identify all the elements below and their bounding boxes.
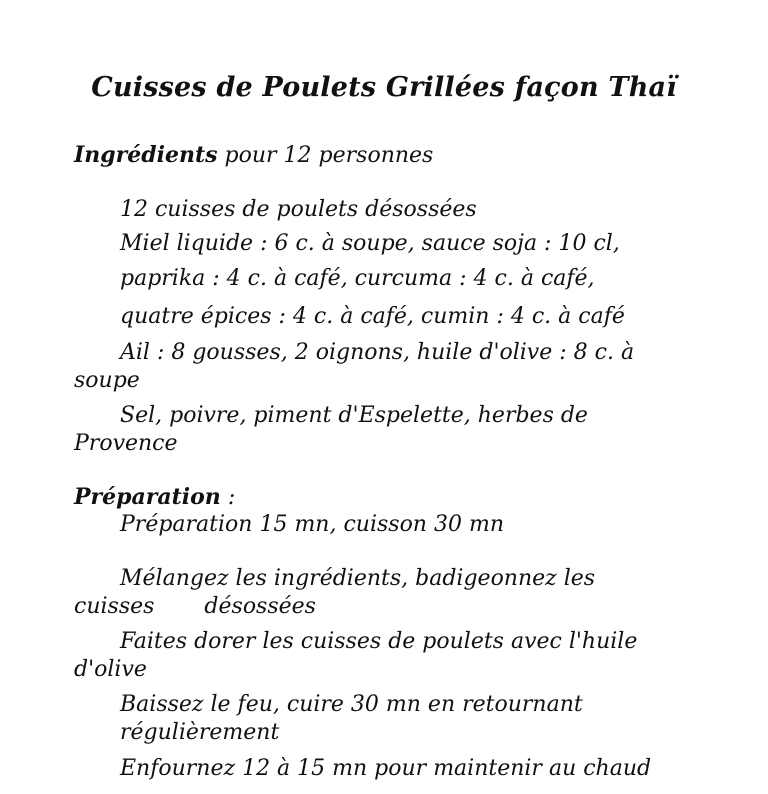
preparation-heading: Préparation <box>74 484 221 510</box>
step-word: désossées <box>204 594 316 619</box>
ingredient-line: Provence <box>74 431 178 456</box>
ingredient-line: 12 cuisses de poulets désossées <box>120 197 477 222</box>
step-line: Faites dorer les cuisses de poulets avec l'huile <box>120 629 638 654</box>
step-word: cuisses <box>74 594 155 619</box>
ingredient-line: Ail : 8 gousses, 2 oignons, huile d'olive : 8 c. à <box>120 340 635 365</box>
ingredients-header <box>74 141 433 170</box>
step-line <box>74 593 316 621</box>
step-line: d'olive <box>74 657 147 682</box>
step-line: Mélangez les ingrédients, badigeonnez les <box>120 566 596 591</box>
ingredient-line: quatre épices : 4 c. à café, cumin : 4 c. à café <box>120 304 625 329</box>
preparation-time: Préparation 15 mn, cuisson 30 mn <box>120 512 504 537</box>
ingredient-line: Sel, poivre, piment d'Espelette, herbes de <box>120 403 588 428</box>
ingredient-line: Miel liquide : 6 c. à soupe, sauce soja : 10 cl, <box>120 231 620 256</box>
preparation-colon: : <box>227 485 236 510</box>
ingredient-line: paprika : 4 c. à café, curcuma : 4 c. à café, <box>120 266 595 291</box>
step-line: Baissez le feu, cuire 30 mn en retournant <box>120 692 583 717</box>
step-line: Enfournez 12 à 15 mn pour maintenir au chaud <box>120 756 652 781</box>
step-line: régulièrement <box>120 720 280 745</box>
servings-text: pour 12 personnes <box>224 143 434 168</box>
ingredient-line: soupe <box>74 368 140 393</box>
recipe-title: Cuisses de Poulets Grillées façon Thaï <box>91 72 677 103</box>
ingredients-heading: Ingrédients <box>74 142 218 168</box>
preparation-header <box>74 483 235 512</box>
